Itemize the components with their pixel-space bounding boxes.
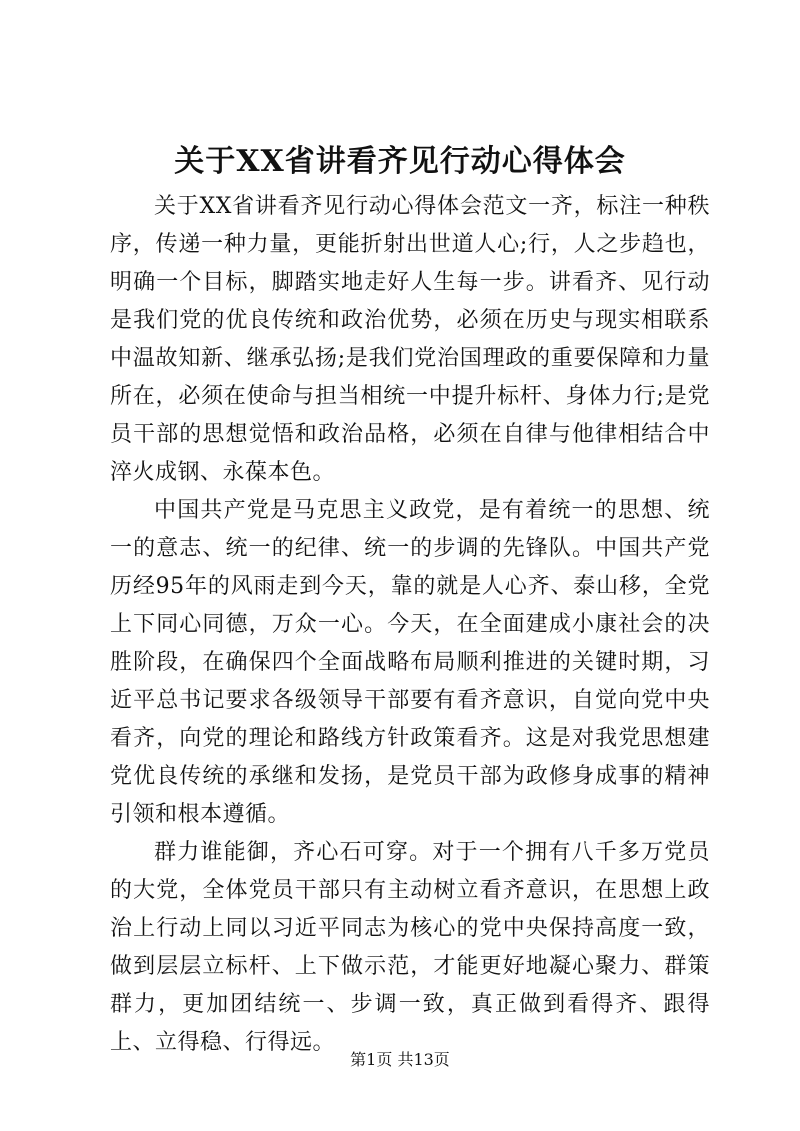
paragraph-3: 群力谁能御，齐心石可穿。对于一个拥有八千多万党员的大党，全体党员干部只有主动树立看齐意识，在思想上政治上行动上同以习近平同志为核心的党中央保持高度一致，做到层层立标杆、上下做示范，才能更好地凝心聚力、群策群力，更加团结统一、步调一致，真正做到看得齐、跟得上、立得稳、行得远。	[110, 840, 710, 1055]
paragraph-1: 关于XX省讲看齐见行动心得体会范文一齐，标注一种秩序，传递一种力量，更能折射出世道人心;行，人之步趋也，明确一个目标，脚踏实地走好人生每一步。讲看齐、见行动是我们党的优良传统和政治优势，必须在历史与现实相联系中温故知新、继承弘扬;是我们党治国理政的重要保障和力量所在，必须在使命与担当相统一中提升标杆、身体力行;是党员干部的思想觉悟和政治品格，必须在自律与他律相结合中淬火成钢、永葆本色。	[110, 194, 710, 485]
paragraph-2: 中国共产党是马克思主义政党，是有着统一的思想、统一的意志、统一的纪律、统一的步调的先锋队。中国共产党历经95年的风雨走到今天，靠的就是人心齐、泰山移，全党上下同心同德，万众一心。今天，在全面建成小康社会的决胜阶段，在确保四个全面战略布局顺利推进的关键时期，习近平总书记要求各级领导干部要有看齐意识，自觉向党中央看齐，向党的理论和路线方针政策看齐。这是对我党思想建党优良传统的承继和发扬，是党员干部为政修身成事的精神引领和根本遵循。	[110, 498, 710, 827]
page-footer: 第1页 共13页	[350, 1050, 450, 1069]
document-body	[110, 188, 710, 1062]
page-title: 关于XX省讲看齐见行动心得体会	[174, 144, 626, 179]
